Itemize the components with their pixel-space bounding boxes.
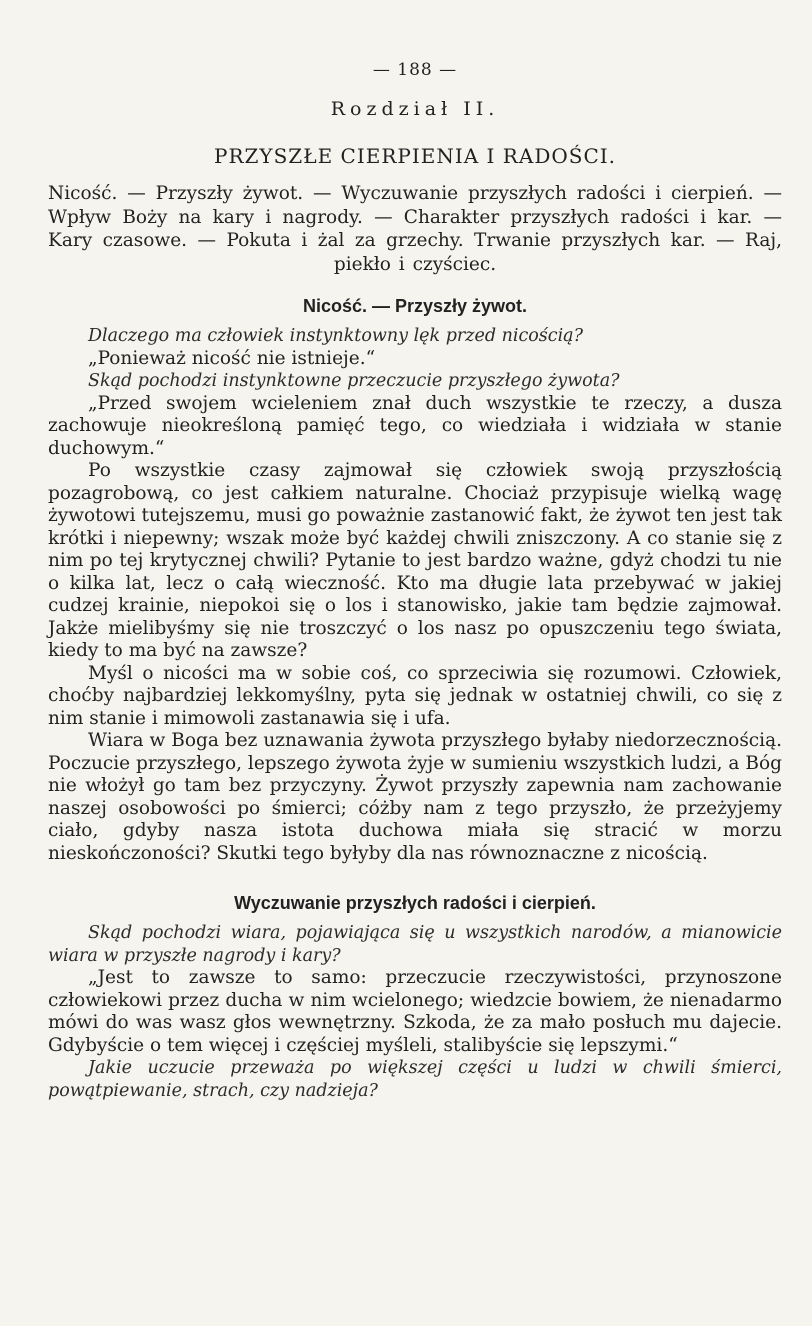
- paragraph: Myśl o nicości ma w sobie coś, co sprzeciwia się rozumowi. Człowiek, choćby najbardziej lekkomyślny, pyta się jednak w ostatniej chwili, co się z nim stanie i mimowoli zastanawia się i ufa.: [48, 662, 782, 729]
- question: Skąd pochodzi instynktowne przeczucie przyszłego żywota?: [88, 371, 620, 391]
- chapter-label: Rozdział II.: [330, 98, 500, 120]
- paragraph: Wiara w Boga bez uznawania żywota przyszłego byłaby niedorzecznością. Poczucie przyszłego, lepszego żywota żyje w sumieniu wszystkich ludzi, a Bóg nie włożył go tam bez przyczyny. Żywot przyszły zapewnia nam zachowanie naszej osobowości po śmierci; cóżby nam z tego przyszło, że przeżyjemy ciało, gdyby nasza istota duchowa miała się stracić w morzu nieskończoności? Skutki tego byłyby dla nas równoznaczne z nicością.: [48, 730, 782, 864]
- chapter-summary: Nicość. — Przyszły żywot. — Wyczuwanie przyszłych radości i cierpień. — Wpływ Boży na kary i nagrody. — Charakter przyszłych radości i kar. — Kary czasowe. — Pokuta i żal za grzechy. Trwanie przyszłych kar. — Raj, piekło i czyściec.: [48, 183, 782, 275]
- question: Dlaczego ma człowiek instynktowny lęk przed nicością?: [88, 326, 583, 346]
- answer: „Przed swojem wcieleniem znał duch wszystkie te rzeczy, a dusza zachowuje nieokreśloną pamięć tego, co wiedziała i widziała w stanie duchowym.“: [48, 392, 782, 459]
- paragraph: Po wszystkie czasy zajmował się człowiek swoją przyszłością pozagrobową, co jest całkiem naturalne. Chociaż przypisuje wielką wagę żywotowi tutejszemu, musi go poważnie zastanowić fakt, że żywot ten jest tak krótki i niepewny; wszak może być każdej chwili zniszczony. A co stanie się z nim po tej krytycznej chwili? Pytanie to jest bardzo ważne, gdyż chodzi tu nie o kilka lat, lecz o całą wieczność. Kto ma długie lata przebywać w jakiej cudzej krainie, niepokoi się o los i stanowisko, jakie tam będzie zajmował. Jakże mielibyśmy się nie troszczyć o los nasz po opuszczeniu tego świata, kiedy to ma być na zawsze?: [48, 460, 782, 661]
- answer: „Ponieważ nicość nie istnieje.“: [88, 347, 376, 369]
- question: Skąd pochodzi wiara, pojawiająca się u wszystkich narodów, a mianowicie wiara w przyszłe nagrody i kary?: [48, 923, 782, 966]
- answer: „Jest to zawsze to samo: przeczucie rzeczywistości, przynoszone człowiekowi przez ducha w nim wcielonego; wiedzcie bowiem, że nienadarmo mówi do was wasz głos wewnętrzny. Szkoda, że za mało posłuch mu dajecie. Gdybyście o tem więcej i częściej myśleli, stalibyście się lepszymi.“: [48, 967, 782, 1056]
- section-heading-wyczuwanie: Wyczuwanie przyszłych radości i cierpień.: [234, 893, 596, 913]
- question: Jakie uczucie przeważa po większej części u ludzi w chwili śmierci, powątpiewanie, strach, czy nadzieja?: [48, 1058, 782, 1101]
- chapter-title: PRZYSZŁE CIERPIENIA I RADOŚCI.: [213, 144, 617, 168]
- page-number: — 188 —: [372, 60, 458, 80]
- section-heading-nicosc: Nicość. — Przyszły żywot.: [302, 296, 528, 316]
